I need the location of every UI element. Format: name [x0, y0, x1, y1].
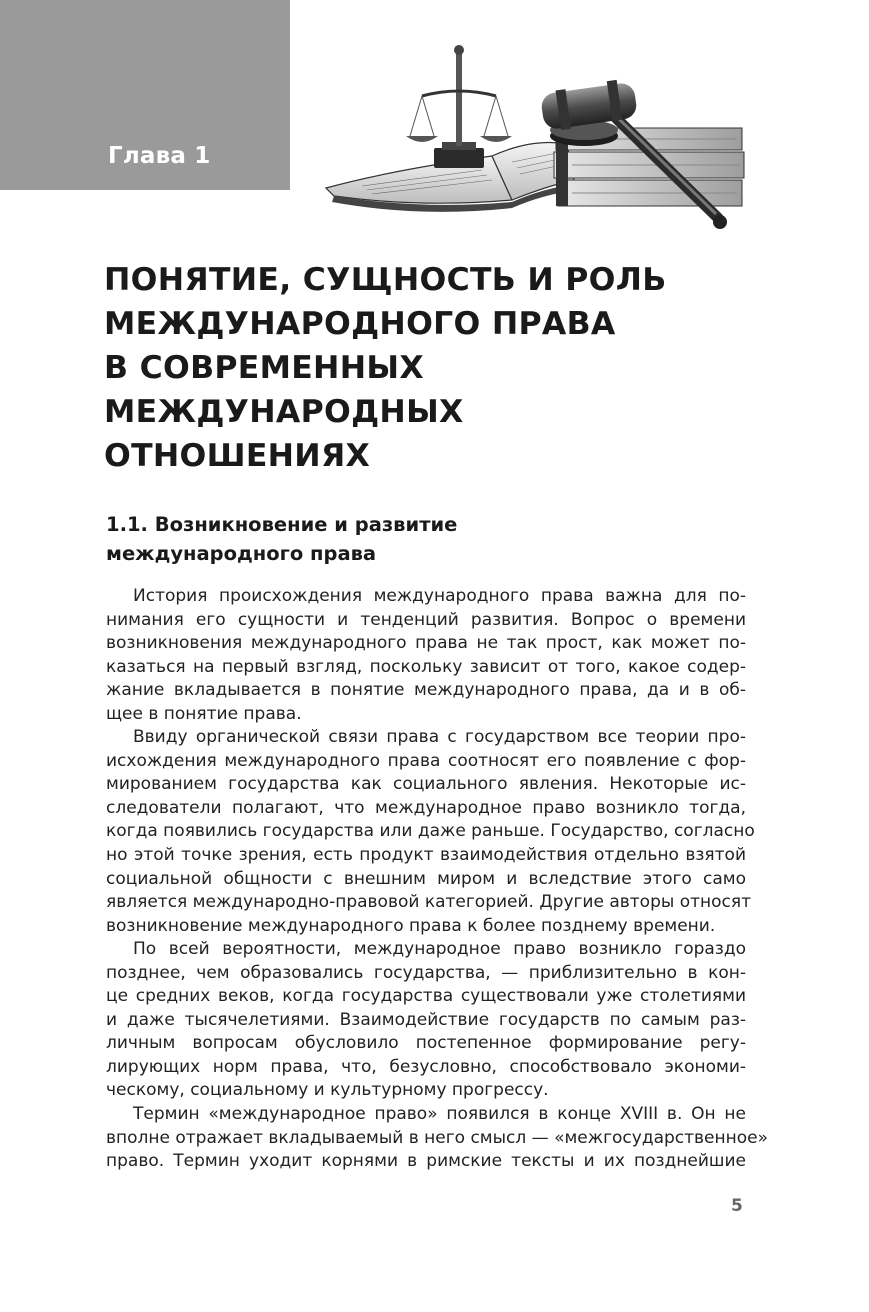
- text-line: позднее, чем образовались государства, — приблизительно в кон-: [106, 962, 746, 983]
- text-line: лирующих норм права, что, безусловно, способствовало экономи-: [106, 1056, 746, 1077]
- text-line: вполне отражает вкладываемый в него смысл — «межгосударственное»: [106, 1127, 768, 1148]
- chapter-title-line: ОТНОШЕНИЯХ: [104, 438, 371, 474]
- text-line: право. Термин уходит корнями в римские тексты и их позднейшие: [106, 1151, 746, 1172]
- text-line: возникновение международного права к более позднему времени.: [106, 915, 716, 936]
- text-line: исхождения международного права соотносят его появление с фор-: [106, 750, 746, 771]
- text-line: мированием государства как социального явления. Некоторые ис-: [106, 774, 746, 795]
- text-line: является международно-правовой категорией. Другие авторы относят: [106, 892, 751, 913]
- law-illustration: [322, 40, 752, 232]
- section-title-line: 1.1. Возникновение и развитие: [106, 513, 458, 536]
- text-line: нимания его сущности и тенденций развития. Вопрос о времени: [106, 609, 746, 630]
- scales-of-justice-icon: [406, 45, 512, 168]
- text-line: жание вкладывается в понятие международного права, да и в об-: [106, 680, 746, 701]
- chapter-title: [104, 258, 824, 478]
- text-line: Ввиду органической связи права с государством все теории про-: [133, 727, 746, 748]
- text-line: когда появились государства или даже раньше. Государство, согласно: [106, 821, 755, 842]
- chapter-title-line: МЕЖДУНАРОДНОГО ПРАВА: [104, 306, 616, 342]
- chapter-label: Глава 1: [108, 143, 211, 169]
- section-title: [106, 510, 706, 568]
- chapter-title-line: В СОВРЕМЕННЫХ: [104, 350, 424, 386]
- text-line: социальной общности с внешним миром и вследствие этого само: [106, 868, 746, 889]
- page-number: 5: [731, 1196, 743, 1216]
- text-line: казаться на первый взгляд, поскольку зависит от того, какое содер-: [106, 656, 746, 677]
- text-line: це средних веков, когда государства существовали уже столетиями: [106, 986, 746, 1007]
- section-title-line: международного права: [106, 542, 377, 565]
- text-line: и даже тысячелетиями. Взаимодействие государств по самым раз-: [106, 1009, 746, 1030]
- text-line: История происхождения международного права важна для по-: [133, 586, 746, 606]
- text-line: личным вопросам обусловило постепенное формирование регу-: [106, 1033, 746, 1054]
- paragraph: [106, 938, 746, 1103]
- text-line: Термин «международное право» появился в конце XVIII в. Он не: [133, 1104, 746, 1125]
- text-line: По всей вероятности, международное право возникло гораздо: [133, 939, 746, 960]
- text-line: возникновения международного права не так прост, как может по-: [106, 633, 746, 654]
- paragraph: [106, 726, 755, 938]
- text-line: но этой точке зрения, есть продукт взаимодействия отдельно взятой: [106, 845, 746, 866]
- paragraph: [106, 585, 746, 726]
- chapter-title-line: МЕЖДУНАРОДНЫХ: [104, 394, 464, 430]
- chapter-title-line: ПОНЯТИЕ, СУЩНОСТЬ И РОЛЬ: [104, 262, 667, 298]
- paragraph: [106, 1103, 768, 1174]
- body-text: [106, 585, 768, 1174]
- text-line: щее в понятие права.: [106, 703, 302, 724]
- text-line: ческому, социальному и культурному прогрессу.: [106, 1080, 549, 1101]
- text-line: следователи полагают, что международное право возникло тогда,: [106, 797, 746, 818]
